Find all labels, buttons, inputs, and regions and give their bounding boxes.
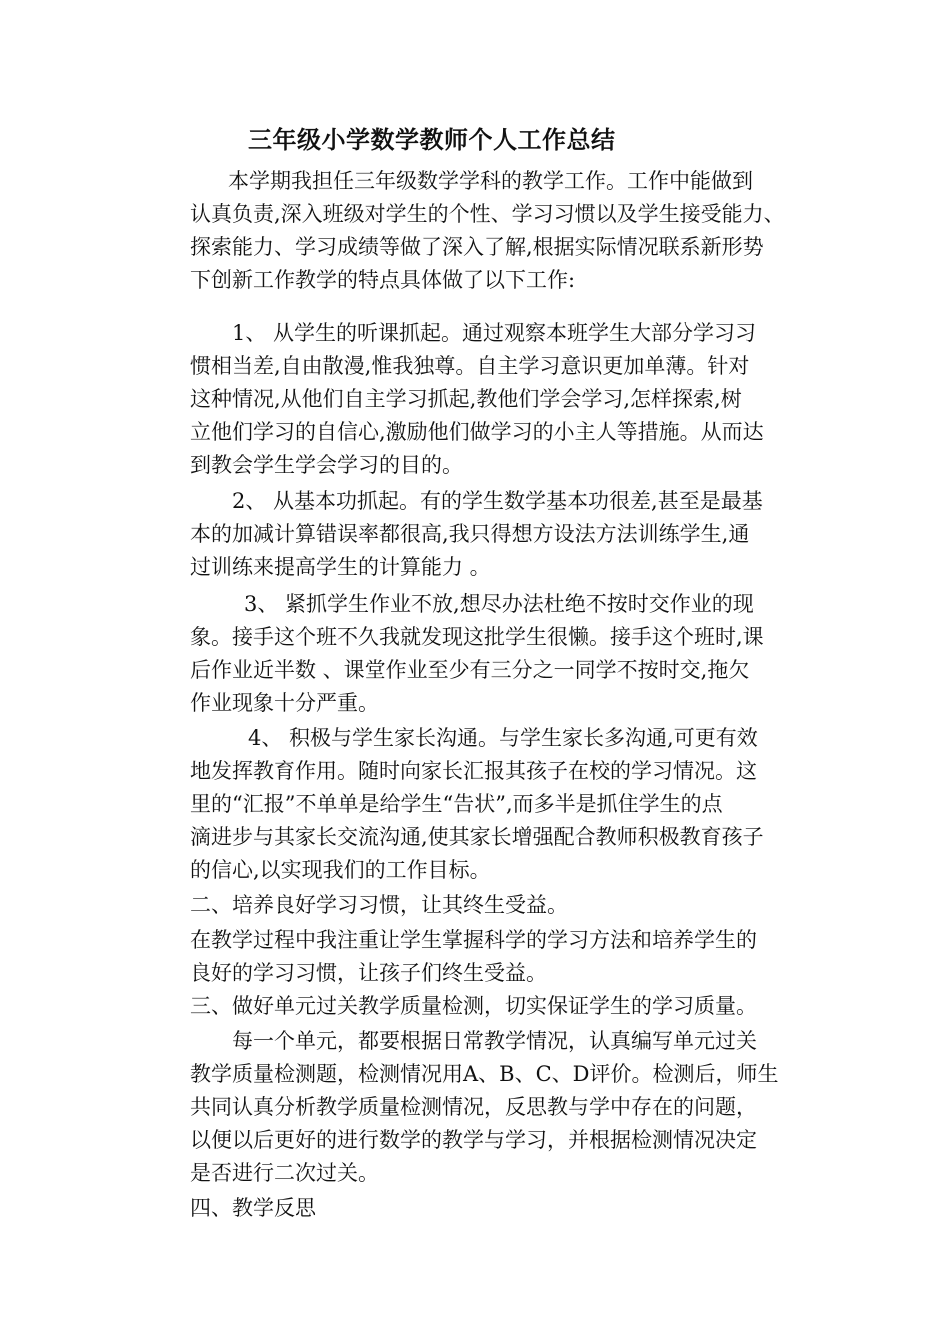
paragraph-line: 滴进步与其家长交流沟通,使其家长增强配合教师积极教育孩子	[190, 825, 764, 849]
paragraph-line: 过训练来提高学生的计算能力 。	[190, 555, 491, 579]
paragraph-line: 象。接手这个班不久我就发现这批学生很懒。接手这个班时,课	[190, 625, 764, 649]
paragraph-line: 立他们学习的自信心,激励他们做学习的小主人等措施。从而达	[190, 420, 764, 444]
paragraph-line: 教学质量检测题，检测情况用A、B、C、D评价。检测后，师生	[190, 1062, 779, 1086]
paragraph-line: 的信心,以实现我们的工作目标。	[190, 858, 491, 882]
paragraph-line: 4、 积极与学生家长沟通。与学生家长多沟通,可更有效	[248, 726, 758, 750]
paragraph-line: 惯相当差,自由散漫,惟我独尊。自主学习意识更加单薄。针对	[190, 354, 750, 378]
section-heading: 三、做好单元过关教学质量检测，切实保证学生的学习质量。	[190, 994, 757, 1018]
paragraph-line: 本的加减计算错误率都很高,我只得想方设法方法训练学生,通	[190, 522, 750, 546]
paragraph-line: 良好的学习习惯，让孩子们终生受益。	[190, 961, 547, 985]
paragraph-line: 探索能力、学习成绩等做了深入了解,根据实际情况联系新形势	[190, 235, 764, 259]
section-heading: 二、培养良好学习习惯，让其终生受益。	[190, 893, 568, 917]
paragraph-line: 共同认真分析教学质量检测情况，反思教与学中存在的问题，	[190, 1095, 757, 1119]
paragraph-line: 认真负责,深入班级对学生的个性、学习习惯以及学生接受能力、	[190, 202, 785, 226]
paragraph-line: 下创新工作教学的特点具体做了以下工作:	[190, 268, 576, 292]
paragraph-line: 是否进行二次过关。	[190, 1161, 379, 1185]
section-heading: 四、教学反思	[190, 1196, 316, 1220]
paragraph-line: 里的“汇报”不单单是给学生“告状”,而多半是抓住学生的点	[190, 792, 723, 816]
paragraph-line: 每一个单元，都要根据日常教学情况，认真编写单元过关	[232, 1029, 757, 1053]
paragraph-line: 作业现象十分严重。	[190, 691, 379, 715]
paragraph-line: 2、 从基本功抓起。有的学生数学基本功很差,甚至是最基	[232, 489, 763, 513]
paragraph-line: 到教会学生学会学习的目的。	[190, 453, 463, 477]
paragraph-line: 在教学过程中我注重让学生掌握科学的学习方法和培养学生的	[190, 928, 757, 952]
paragraph-line: 3、 紧抓学生作业不放,想尽办法杜绝不按时交作业的现	[244, 592, 754, 616]
document-title: 三年级小学数学教师个人工作总结	[248, 126, 616, 154]
paragraph-line: 这种情况,从他们自主学习抓起,教他们学会学习,怎样探索,树	[190, 387, 742, 411]
paragraph-line: 后作业近半数 、课堂作业至少有三分之一同学不按时交,拖欠	[190, 658, 750, 682]
paragraph-line: 以便以后更好的进行数学的教学与学习，并根据检测情况决定	[190, 1128, 757, 1152]
paragraph-line: 本学期我担任三年级数学学科的教学工作。工作中能做到	[228, 169, 753, 193]
paragraph-line: 地发挥教育作用。随时向家长汇报其孩子在校的学习情况。这	[190, 759, 757, 783]
paragraph-line: 1、 从学生的听课抓起。通过观察本班学生大部分学习习	[232, 321, 757, 345]
